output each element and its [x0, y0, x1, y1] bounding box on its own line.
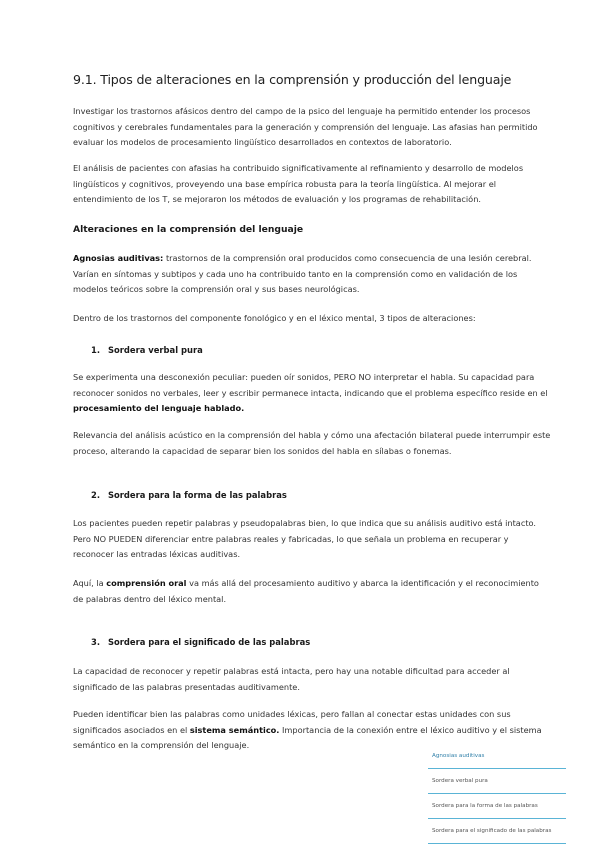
toc-item-sordera-forma-palabras[interactable]: Sordera para la forma de las palabras [428, 794, 566, 819]
text-run: La capacidad de reconocer y repetir palabras está intacta, pero hay una notable dificultad para acceder al significado de las palabras presentadas auditivamente. [73, 666, 510, 692]
text-run: Relevancia del análisis acústico en la comprensión del habla y cómo una afectación bilateral puede interrumpir este proceso, alterando la capacidad de separar bien los sonidos del habla en sílabas o fonemas. [73, 430, 551, 456]
intro-paragraph-2: El análisis de pacientes con afasias ha contribuido significativamente al refinamiento y desarrollo de modelos lingüísticos y cognitivos, proveyendo una base empírica robusta para la teoría lingüística. Al mejorar el entendimiento de los T, se mejoraron los métodos de evaluación y los programas de rehabilitación. [73, 163, 524, 204]
text-run: Importancia de la conexión entre el léxico auditivo y el sistema semántico en la comprensión del lenguaje. [73, 724, 542, 750]
bold-run: sistema semántico. [189, 724, 280, 735]
item-1-paragraph-2 [73, 428, 551, 459]
item-2-paragraph-1 [73, 516, 551, 563]
item-2-paragraph-2 [73, 576, 551, 607]
item-title: Sordera verbal pura [108, 345, 203, 355]
table-of-contents [428, 744, 566, 844]
agnosias-text: trastornos de la comprensión oral producidos como consecuencia de una lesión cerebral. Varían en síntomas y subtipos y cada uno ha contribuido tanto en la comprensión como en validación de los modelos teóricos sobre la comprensión oral y sus bases neurológicas. [73, 253, 532, 294]
agnosias-term: Agnosias auditivas: [73, 253, 164, 263]
item-3-paragraph-1 [73, 664, 551, 695]
toc-item-sordera-significado-palabras[interactable]: Sordera para el significado de las palabras [428, 819, 566, 844]
text-run: va más allá del procesamiento auditivo y abarca la identificación y el reconocimiento de palabras dentro del léxico mental. [73, 578, 539, 604]
item-heading-3 [91, 637, 310, 647]
bold-run: procesamiento del lenguaje hablado. [73, 403, 245, 413]
item-title: Sordera para la forma de las palabras [108, 490, 287, 500]
text-run: Pueden identificar bien las palabras como unidades léxicas, pero fallan al conectar estas unidades con sus significados asociados en el [73, 709, 511, 735]
item-title: Sordera para el significado de las palabras [108, 637, 311, 647]
text-run: Se experimenta una desconexión peculiar: pueden oír sonidos, PERO NO interpretar el habla. Su capacidad para reconocer sonidos no verbales, leer y escribir permanece intacta, indicando que el problema específico reside en el [73, 372, 548, 398]
text-run: Aquí, la [73, 578, 107, 588]
item-1-paragraph-1 [73, 370, 551, 417]
text-run: Los pacientes pueden repetir palabras y pseudopalabras bien, lo que indica que su análisis auditivo está intacto. Pero NO PUEDEN diferenciar entre palabras reales y fabricadas, lo que señala un problema en recuperar y reconocer las entradas léxicas auditivas. [73, 518, 537, 559]
page-title: 9.1. Tipos de alteraciones en la comprensión y producción del lenguaje [73, 72, 512, 87]
tipos-intro: Dentro de los trastornos del componente fonológico y en el léxico mental, 3 tipos de alteraciones: [73, 313, 476, 323]
item-number: 2. [91, 490, 101, 500]
item-heading-2 [91, 490, 287, 500]
toc-item-sordera-verbal-pura[interactable]: Sordera verbal pura [428, 769, 566, 794]
agnosias-paragraph [73, 251, 551, 298]
bold-run: comprensión oral [106, 578, 187, 588]
item-number: 1. [91, 345, 101, 355]
section-heading: Alteraciones en la comprensión del lenguaje [73, 224, 304, 235]
intro-paragraph-1: Investigar los trastornos afásicos dentro del campo de la psico del lenguaje ha permitido entender los procesos cognitivos y cerebrales fundamentales para la generación y comprensión del lenguaje. Las afasias han permitido evaluar los modelos de procesamiento lingüístico desarrollados en contextos de laboratorio. [73, 106, 538, 147]
toc-item-agnosias-auditivas[interactable]: Agnosias auditivas [428, 744, 566, 769]
item-number: 3. [91, 637, 101, 647]
item-heading-1 [91, 345, 203, 355]
